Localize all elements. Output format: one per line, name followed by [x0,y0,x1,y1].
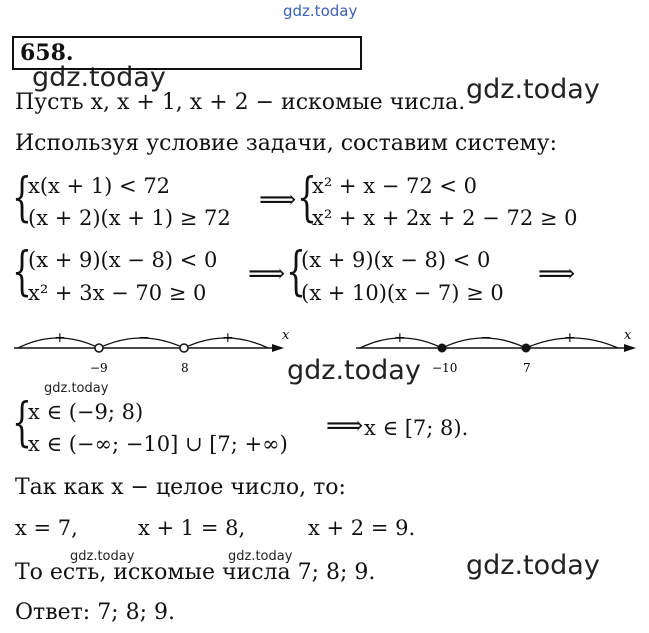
conclusion-line: То есть, искомые числа 7; 8; 9. [15,560,376,585]
point-label: −10 [432,361,458,375]
point-label: 7 [523,361,531,375]
brace: { [12,393,32,453]
problem-number-box [12,36,362,70]
sign-plus: + [54,330,66,346]
sign-minus: − [138,330,150,346]
number-line-1 [10,322,300,378]
sign-plus: + [564,330,576,346]
axis-var: x [624,328,632,343]
sign-minus: − [480,330,492,346]
point-label: −9 [90,361,108,375]
sys1-a1: x(x + 1) < 72 [28,174,171,198]
system-intro: Используя условие задачи, составим систему: [15,131,557,156]
closed-point [438,344,447,353]
sign-plus: + [394,330,406,346]
sys1-b1: x² + x − 72 < 0 [312,174,478,198]
intro-line: Пусть x, x + 1, x + 2 − искомые числа. [15,90,466,115]
implies-arrow: ⟹ [326,411,364,441]
number-line-2 [352,322,642,378]
watermark: gdz.today [283,2,358,20]
watermark: gdz.today [228,549,293,564]
brace: { [286,242,306,302]
brace: { [297,168,317,228]
sys2-a2: x² + 3x − 70 ≥ 0 [28,281,207,305]
equation-1: x = 7, [15,516,78,540]
interval-result: x ∈ [7; 8). [364,416,469,440]
axis-var: x [282,328,290,343]
sys2-a1: (x + 9)(x − 8) < 0 [28,248,218,272]
answer-line: Ответ: 7; 8; 9. [15,600,175,625]
watermark: gdz.today [70,549,135,564]
sys3-a2: x ∈ (−∞; −10] ∪ [7; +∞) [28,432,288,456]
point-label: 8 [181,361,189,375]
open-point [95,344,103,352]
watermark: gdz.today [466,74,600,105]
watermark: gdz.today [466,550,600,581]
closed-point [522,344,531,353]
brace: { [12,242,32,302]
sys2-b1: (x + 9)(x − 8) < 0 [301,248,491,272]
sys2-b2: (x + 10)(x − 7) ≥ 0 [301,281,504,305]
watermark: gdz.today [44,381,109,396]
sys1-b2: x² + x + 2x + 2 − 72 ≥ 0 [312,206,578,230]
equation-2: x + 1 = 8, [138,516,246,540]
implies-arrow: ⟹ [248,259,286,289]
sign-plus: + [222,330,234,346]
problem-number: 658. [20,40,74,66]
brace: { [12,168,32,228]
watermark: gdz.today [32,62,166,93]
integer-line: Так как x − целое число, то: [15,475,346,500]
open-point [180,344,188,352]
implies-arrow: ⟹ [538,259,576,289]
watermark: gdz.today [287,355,421,386]
sys1-a2: (x + 2)(x + 1) ≥ 72 [28,206,231,230]
implies-arrow: ⟹ [259,185,297,215]
sys3-a1: x ∈ (−9; 8) [28,400,144,424]
equation-3: x + 2 = 9. [308,516,416,540]
